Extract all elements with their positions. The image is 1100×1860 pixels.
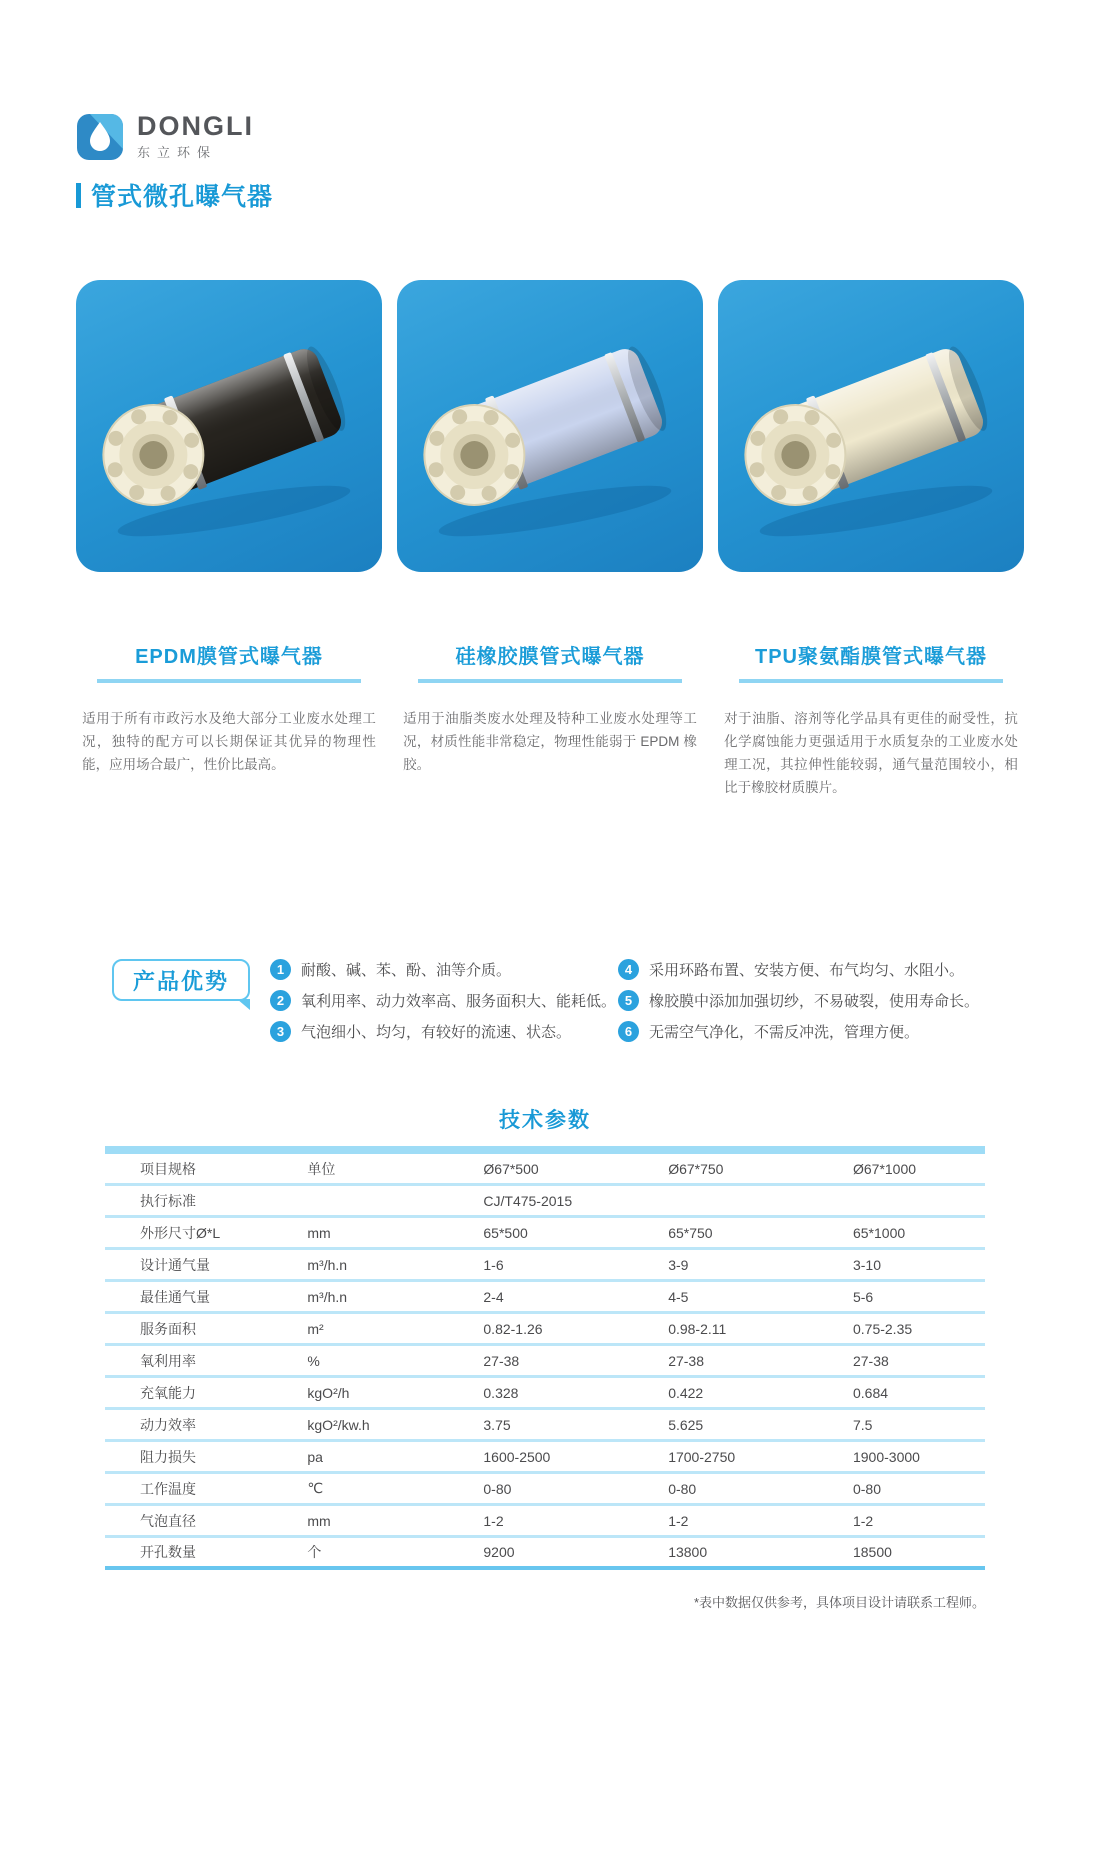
table-cell: 0.422 (668, 1384, 704, 1401)
logo-text (137, 112, 254, 161)
table-cell: Ø67*750 (668, 1160, 724, 1177)
table-row (105, 1346, 985, 1378)
table-row (105, 1506, 985, 1538)
table-cell: 1-6 (483, 1256, 504, 1273)
advantages-list-right (618, 958, 979, 1051)
table-cell: Ø67*500 (483, 1160, 539, 1177)
table-row (105, 1474, 985, 1506)
table-cell: m² (307, 1320, 324, 1337)
table-cell: 设计通气量 (140, 1256, 210, 1273)
advantage-text: 气泡细小、均匀，有较好的流速、状态。 (301, 1023, 572, 1041)
table-cell: 65*750 (668, 1224, 713, 1241)
table-cell: 3-10 (852, 1256, 882, 1273)
advantage-number-badge: 3 (270, 1021, 291, 1042)
table-cell: mm (307, 1224, 331, 1241)
advantage-number-badge: 5 (618, 990, 639, 1011)
logo-subtitle: 东立环保 (137, 145, 218, 160)
table-cell: 0-80 (668, 1480, 697, 1497)
table-cell: 1-2 (852, 1512, 874, 1529)
table-cell: kgO²/kw.h (307, 1416, 370, 1433)
advantage-item (270, 958, 616, 980)
table-row (105, 1154, 985, 1186)
advantage-item (618, 958, 979, 980)
table-row (105, 1314, 985, 1346)
table-title: 技术参数 (499, 1109, 591, 1132)
table-cell: 工作温度 (140, 1480, 196, 1497)
aerator-tube-illustration (76, 280, 382, 572)
advantages-list-left (270, 958, 616, 1051)
table-cell: Ø67*1000 (852, 1160, 917, 1177)
product-description: 适用于油脂类废水处理及特种工业废水处理等工况，材质性能非常稳定，物理性能弱于 EPDM 橡胶。 (403, 711, 697, 772)
product-description: 对于油脂、溶剂等化学品具有更佳的耐受性，抗化学腐蚀能力更强适用于水质复杂的工业废水处理工况，其拉伸性能较弱，通气量范围较小，相比于橡胶材质膜片。 (724, 711, 1018, 795)
table-cell: 1600-2500 (483, 1448, 551, 1465)
table-row (105, 1250, 985, 1282)
product-description: 适用于所有市政污水及绝大部分工业废水处理工况，独特的配方可以长期保证其优异的物理性能，应用场合最广，性价比最高。 (82, 711, 376, 772)
table-row (105, 1218, 985, 1250)
product-info-column (718, 640, 1024, 799)
product-photo-cards (76, 280, 1024, 572)
table-cell: 7.5 (852, 1416, 873, 1433)
table-cell: 3.75 (483, 1416, 511, 1433)
table-row (105, 1442, 985, 1474)
advantage-text: 耐酸、碱、苯、酚、油等介质。 (301, 961, 512, 979)
table-row (105, 1538, 985, 1570)
table-cell: 0.82-1.26 (483, 1320, 543, 1337)
section-title-row (76, 177, 273, 213)
table-cell: 27-38 (483, 1352, 520, 1369)
aerator-tube-illustration (718, 280, 1024, 572)
aerator-tube-illustration (397, 280, 703, 572)
advantage-item (618, 1020, 979, 1042)
table-cell: mm (307, 1512, 331, 1529)
table-cell: 0.75-2.35 (852, 1320, 913, 1337)
table-row (105, 1186, 985, 1218)
advantage-item (270, 1020, 616, 1042)
table-cell: 执行标准 (140, 1192, 196, 1209)
table-cell: 0.328 (483, 1384, 519, 1401)
table-cell: 65*1000 (852, 1224, 906, 1241)
table-cell: 最佳通气量 (140, 1288, 210, 1305)
table-row (105, 1410, 985, 1442)
table-cell: 1900-3000 (852, 1448, 920, 1465)
table-cell: 服务面积 (140, 1320, 196, 1337)
table-rows (105, 1154, 985, 1570)
table-cell: 0-80 (483, 1480, 512, 1497)
table-cell: 1-2 (483, 1512, 504, 1529)
advantage-number-badge: 2 (270, 990, 291, 1011)
table-cell: 0.684 (852, 1384, 889, 1401)
advantage-item (618, 989, 979, 1011)
product-name-underline (418, 679, 681, 683)
table-cell: 4-5 (668, 1288, 689, 1305)
table-cell: 气泡直径 (140, 1512, 196, 1529)
product-name-underline (739, 679, 1002, 683)
product-info-column (397, 640, 703, 799)
table-cell: pa (307, 1448, 323, 1465)
table-cell: 27-38 (852, 1352, 889, 1369)
product-photo (718, 280, 1024, 572)
advantage-text: 无需空气净化，不需反冲洗，管理方便。 (649, 1023, 920, 1041)
product-photo (397, 280, 703, 572)
product-photo (76, 280, 382, 572)
product-name: EPDM膜管式曝气器 (135, 646, 323, 668)
advantage-number-badge: 6 (618, 1021, 639, 1042)
table-cell: kgO²/h (307, 1384, 350, 1401)
table-cell: 开孔数量 (140, 1544, 196, 1560)
table-cell: 个 (307, 1544, 322, 1560)
product-name: TPU聚氨酯膜管式曝气器 (755, 646, 987, 668)
table-cell: 动力效率 (140, 1416, 196, 1433)
table-cell: ℃ (307, 1480, 324, 1496)
advantages-badge: 产品优势 (112, 959, 250, 1001)
title-accent-bar (76, 183, 81, 208)
advantage-text: 橡胶膜中添加加强切纱，不易破裂，使用寿命长。 (649, 992, 980, 1010)
table-cell: 3-9 (668, 1256, 689, 1273)
table-cell: 充氧能力 (140, 1384, 196, 1401)
table-cell: 18500 (852, 1544, 892, 1560)
water-drop-logo-icon (76, 113, 124, 161)
table-cell: 氧利用率 (140, 1352, 196, 1369)
table-cell: 5.625 (668, 1416, 704, 1433)
product-info-columns (76, 640, 1024, 799)
table-cell: 阻力损失 (140, 1448, 196, 1465)
logo-name: DONGLI (137, 111, 254, 141)
table-cell: 5-6 (852, 1288, 874, 1305)
advantage-text: 氧利用率、动力效率高、服务面积大、能耗低。 (301, 992, 617, 1010)
table-cell: 外形尺寸Ø*L (140, 1224, 221, 1241)
page-title: 管式微孔曝气器 (91, 183, 274, 211)
advantage-text: 采用环路布置、安装方便、布气均匀、水阻小。 (649, 961, 965, 979)
advantages-section (76, 950, 1024, 1060)
table-cell: 单位 (307, 1160, 336, 1177)
table-cell: 13800 (668, 1544, 708, 1560)
table-cell: 2-4 (483, 1288, 504, 1305)
table-cell: 9200 (483, 1544, 515, 1560)
table-cell: 1-2 (668, 1512, 689, 1529)
advantage-item (270, 989, 616, 1011)
table-row (105, 1282, 985, 1314)
product-name: 硅橡胶膜管式曝气器 (455, 646, 645, 668)
product-info-column (76, 640, 382, 799)
table-cell: m³/h.n (307, 1256, 348, 1273)
advantage-number-badge: 1 (270, 959, 291, 980)
table-cell: CJ/T475-2015 (483, 1192, 573, 1209)
company-logo (76, 112, 254, 161)
table-footnote: *表中数据仅供参考，具体项目设计请联系工程师。 (693, 1595, 985, 1610)
product-name-underline (97, 679, 360, 683)
table-row (105, 1378, 985, 1410)
table-cell: 0.98-2.11 (668, 1320, 727, 1337)
table-cell: 0-80 (852, 1480, 882, 1497)
table-cell: m³/h.n (307, 1288, 348, 1305)
advantage-number-badge: 4 (618, 959, 639, 980)
table-cell: 1700-2750 (668, 1448, 736, 1465)
table-cell: 27-38 (668, 1352, 704, 1369)
tech-parameters-table (105, 1146, 985, 1570)
table-cell: 项目规格 (140, 1160, 196, 1177)
table-top-bar (105, 1146, 985, 1154)
table-cell: % (307, 1352, 320, 1369)
table-cell: 65*500 (483, 1224, 528, 1241)
